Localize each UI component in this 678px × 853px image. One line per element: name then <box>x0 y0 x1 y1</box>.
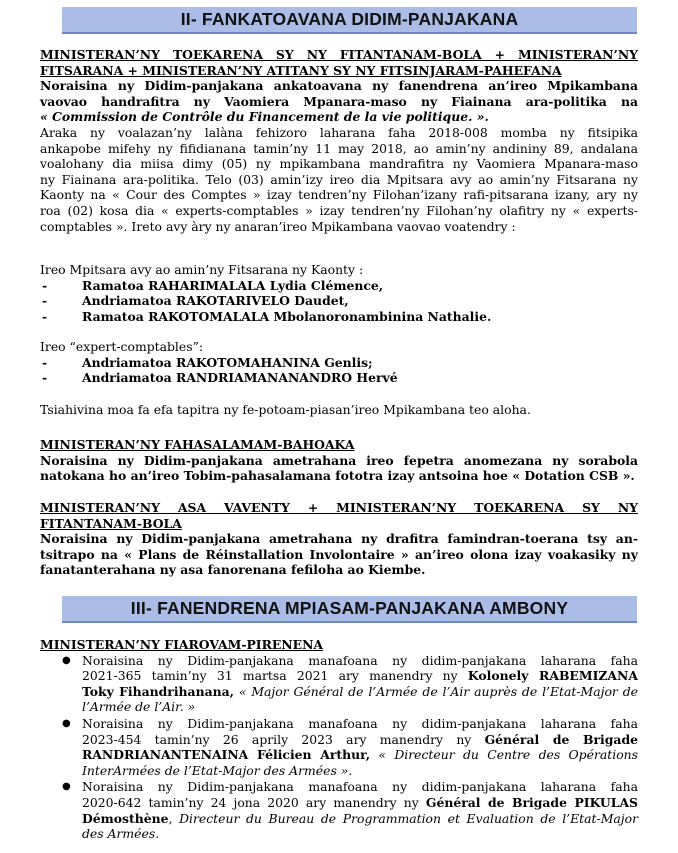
officer-name: Général de Brigade PIKULAS <box>425 794 639 810</box>
item-line-2 <box>82 668 638 684</box>
experts-label: Ireo “expert-comptables”: <box>40 339 204 354</box>
item-line-1: Noraisina ny Didim-panjakana manafoana ny didim-panjakana laharana faha <box>82 715 638 731</box>
item-line-2 <box>82 795 638 811</box>
list-item: - Ramatoa RAKOTOMALALA Mbolanoronambinina Nathalie. <box>40 309 638 325</box>
list-item <box>40 653 638 715</box>
bullet-icon: ● <box>62 654 71 666</box>
officer-name: RANDRIANANTENAINA Félicien Arthur, <box>82 747 371 763</box>
ministry-1-intro-line-1: Noraisina ny Didim-panjakana ankatoavana ny fanendrena an’ireo Mpikambana <box>40 78 638 94</box>
ministry-2-block <box>40 437 638 484</box>
appointments-list <box>40 653 638 842</box>
list-item: - Ramatoa RAHARIMALALA Lydia Clémence, <box>40 278 638 294</box>
ministry-2-line-2: natokana ho an’ireo Tobim-pahasalamana fototra izay antsoina hoe « Dotation CSB ». <box>40 468 635 484</box>
paragraph-line: ankapobe mifehy ny fifidianana tamin’ny 11 may 2018, ao amin’ny andininy 89, andalana <box>40 140 638 156</box>
ministry-1-paragraph <box>40 125 638 234</box>
paragraph-line: comptables ». Ireto avy àry ny anaran’ireo Mpikambana vaovao voatendry : <box>40 218 516 234</box>
judges-label: Ireo Mpitsara avy ao amin’ny Fitsarana ny Kaonty : <box>40 262 364 277</box>
item-line-1: Noraisina ny Didim-panjakana manafoana ny didim-panjakana laharana faha <box>82 779 638 795</box>
officer-title: InterArmées de l’Etat-Major des Armées ». <box>82 762 353 778</box>
list-item: - Andriamatoa RANDRIAMANANANDRO Hervé <box>40 370 638 386</box>
ministry-1-heading-line-1: MINISTERAN’NY TOEKARENA SY NY FITANTANAM-BOLA + MINISTERAN’NY <box>40 47 638 62</box>
list-item <box>40 716 638 778</box>
defense-ministry-block <box>40 637 638 843</box>
paragraph-line: voalohany dia miisa dimy (05) ny mpikambana mandrafitra ny Vaomiera Mpanara-maso <box>40 156 638 172</box>
judges-list <box>40 278 638 325</box>
experts-block <box>40 339 638 386</box>
ministry-3-line-1: Noraisina ny Didim-panjakana ametrahana ny drafitra famindran-toerana tsy an- <box>40 531 638 547</box>
section-2-banner: II- FANKATOAVANA DIDIM-PANJAKANA <box>62 7 637 34</box>
officer-title: , Directeur du Bureau de Programmation et Evaluation de l’Etat-Major <box>168 810 638 826</box>
ministry-1-intro-line-2: vaovao handrafitra ny Vaomiera Mpanara-maso ny Fiainana ara-politika na <box>40 93 638 109</box>
bullet-icon: ● <box>62 717 71 729</box>
ministry-3-line-2: tsitrapo na « Plans de Réinstallation Involontaire » an’ireo olona izay voakasiky ny <box>40 546 638 562</box>
paragraph-line: Araka ny voalazan’ny lalàna fehizoro laharana faha 2018-008 momba ny fitsipika <box>40 124 638 140</box>
paragraph-line: Kaonty na « Cour des Comptes » izay tendren’ny Filohan’izany rafi-pitsarana izany, ary ny <box>40 187 638 203</box>
ministry-1-heading-line-2: FITSARANA + MINISTERAN’NY ATITANY SY NY FITSINJARAM-PAHEFANA <box>40 62 562 78</box>
experts-list <box>40 355 638 386</box>
item-line-2 <box>82 732 638 748</box>
ministry-2-line-1: Noraisina ny Didim-panjakana ametrahana ireo fepetra anomezana ny sorabola <box>40 452 638 468</box>
ministry-3-line-3: fanatanterahana ny asa fanorenana fefiloha ao Kiembe. <box>40 562 426 578</box>
ministry-3-block <box>40 500 638 578</box>
judges-block <box>40 262 638 324</box>
officer-title: l’Armée de l’Air. » <box>82 699 196 715</box>
officer-name: Général de Brigade <box>484 731 638 747</box>
officer-title: « Major Général de l’Armée de l’Air auprès de l’Etat-Major de <box>233 683 638 699</box>
officer-title: « Directeur du Centre des Opérations <box>370 747 638 763</box>
paragraph-line: roa (02) kosa dia « experts-comptables » izay tendren’ny Filohan’ny olafitry ny « experts- <box>40 202 638 218</box>
ministry-3-heading-line-1: MINISTERAN’NY ASA VAVENTY + MINISTERAN’NY TOEKARENA SY NY <box>40 500 638 515</box>
item-line-1: Noraisina ny Didim-panjakana manafoana ny didim-panjakana laharana faha <box>82 652 638 668</box>
ministry-1-closing: Tsiahivina moa fa efa tapitra ny fe-potoam-piasan’ireo Mpikambana teo aloha. <box>40 402 531 417</box>
officer-title: des Armées. <box>82 826 160 842</box>
item-text: 2023-454 tamin’ny 26 aprily 2023 ary manendry ny <box>82 731 485 747</box>
item-line-3 <box>82 747 638 763</box>
item-text: 2020-642 tamin’ny 24 jona 2020 ary manendry ny <box>82 794 426 810</box>
section-3-banner: III- FANENDRENA MPIASAM-PANJAKANA AMBONY <box>62 596 637 623</box>
officer-name: Kolonely RABEMIZANA <box>467 668 638 684</box>
list-item: - Andriamatoa RAKOTARIVELO Daudet, <box>40 293 638 309</box>
list-item: - Andriamatoa RAKOTOMAHANINA Genlis; <box>40 355 638 371</box>
paragraph-line: ny Fiainana ara-politika. Telo (03) amin’izy ireo dia Mpitsara avy ao amin’ny Fitsarana ny <box>40 171 638 187</box>
list-item <box>40 779 638 841</box>
bullet-icon: ● <box>62 781 71 793</box>
officer-name: Toky Fihandrihanana, <box>82 683 234 699</box>
ministry-1-block <box>40 47 638 234</box>
ministry-3-heading-line-2: FITANTANAM-BOLA <box>40 515 182 531</box>
item-line-3 <box>82 684 638 700</box>
item-text: 2021-365 tamin’ny 31 martsa 2021 ary manendry ny <box>82 668 468 684</box>
ministry-1-intro-line-3: « Commission de Contrôle du Financement de la vie politique. ». <box>40 109 489 125</box>
defense-ministry-heading: MINISTERAN’NY FIAROVAM-PIRENENA <box>40 637 324 652</box>
ministry-2-heading: MINISTERAN’NY FAHASALAMAM-BAHOAKA <box>40 437 355 452</box>
item-line-3 <box>82 811 638 827</box>
officer-name: Démosthène <box>82 810 169 826</box>
